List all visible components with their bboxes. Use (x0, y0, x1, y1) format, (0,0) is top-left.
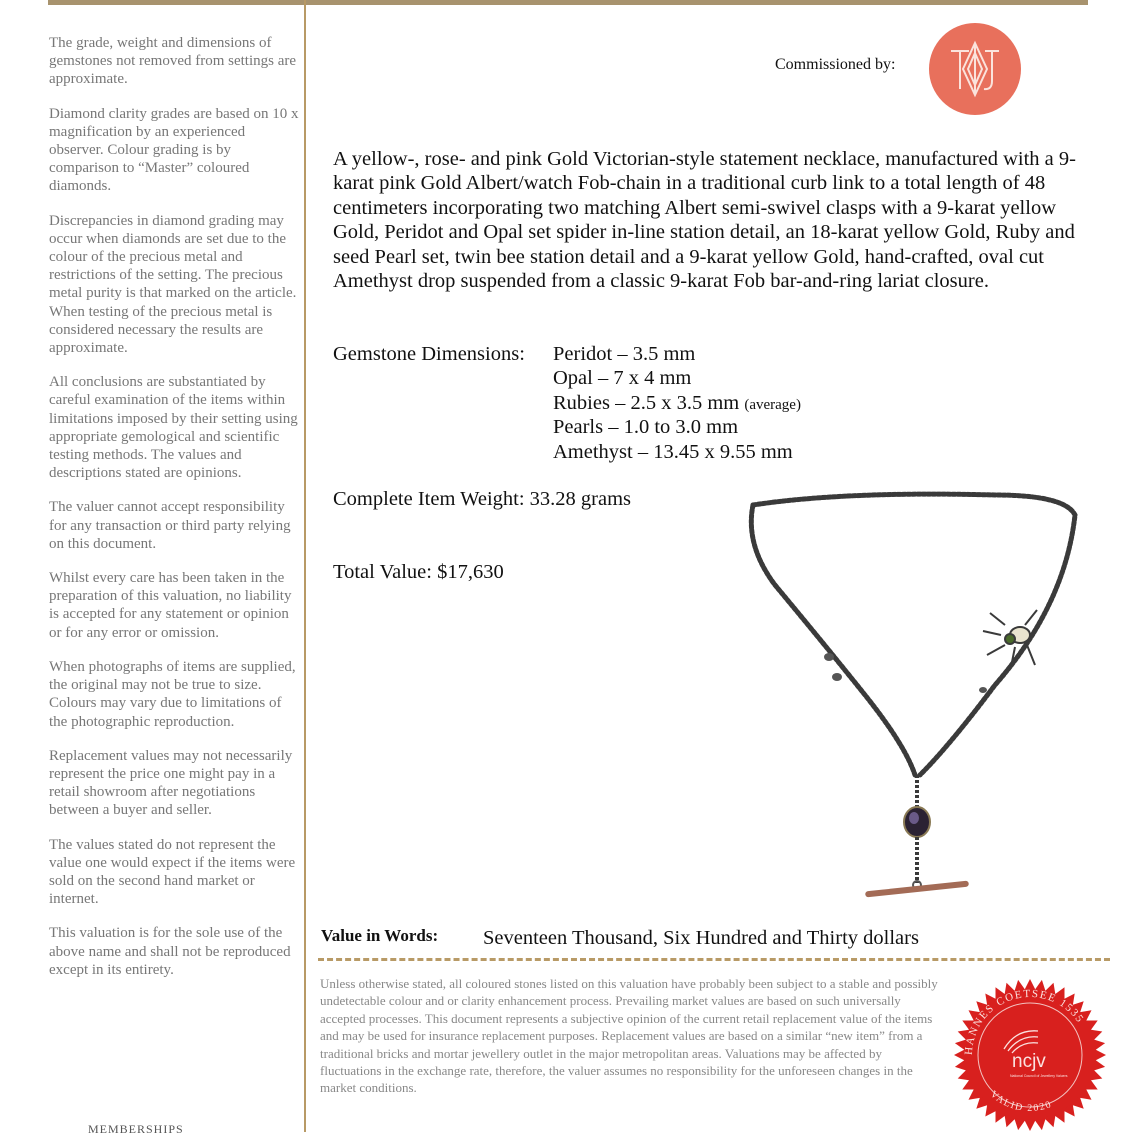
seal-top-text: HANNES COETSEE 1535 (962, 987, 1087, 1056)
terms-note: All conclusions are substantiated by careful examination of the items within limitations imposed by their setting using appropriate gemological and scientific testing methods. The values and descriptions stated are opinions. (49, 374, 298, 482)
gemstone-list (553, 342, 801, 464)
gemstone-text: Pearls – 1.0 to 3.0 mm (553, 416, 739, 439)
terms-note: Discrepancies in diamond grading may occur when diamonds are set due to the colour of the precious metal and restrictions of the setting. The precious metal purity is that marked on the article. When testing of the precious metal is considered necessary the results are approximate. (49, 212, 297, 357)
seal-bottom-text: VALID 2020 (987, 1088, 1054, 1115)
disclaimer-text: Unless otherwise stated, all coloured stones listed on this valuation have probably been subject to a stable and possibly undetectable colour and or clarity enhancement process. Prevailing market values are based on such universally accepted processes. This document represents a subjective opinion of the current retail replacement value of the items and may be used for insurance replacement purposes. Replacement values are based on a similar “new item” from a traditional bricks and mortar jewellery outlet in the major metropolitan areas. Valuations may be affected by fluctuations in the exchange rate, therefore, the valuer assumes no responsibility for the unforeseen changes in the market conditions. (320, 976, 938, 1096)
seal-small-text: National Council of Jewellery Valuers (1010, 1074, 1068, 1078)
value-in-words: Seventeen Thousand, Six Hundred and Thirty dollars (483, 927, 919, 949)
terms-note: Replacement values may not necessarily represent the price one might pay in a retail showroom after negotiations between a buyer and seller. (49, 747, 293, 819)
commissioned-by-label: Commissioned by: (775, 56, 896, 73)
gemstone-item (553, 366, 801, 390)
terms-note: This valuation is for the sole use of the above name and shall not be reproduced except in its entirety. (49, 925, 291, 978)
gemstone-item (553, 440, 801, 464)
gemstone-text: Amethyst – 13.45 x 9.55 mm (553, 440, 793, 463)
total-value: Total Value: $17,630 (333, 561, 504, 583)
valuer-seal-icon (950, 975, 1110, 1135)
top-rule (48, 0, 1088, 5)
terms-note: Whilst every care has been taken in the preparation of this valuation, no liability is accepted for any statement or opinion or for any error or omission. (49, 570, 292, 641)
tj-logo-icon (929, 23, 1021, 115)
value-in-words-label: Value in Words: (321, 926, 439, 945)
gemstone-label: Gemstone Dimensions: (333, 343, 525, 365)
necklace-photo (735, 485, 1095, 915)
terms-note: When photographs of items are supplied, the original may not be true to size. Colours may vary due to limitations of the photographic reproduction. (49, 658, 296, 730)
dashed-divider (318, 958, 1110, 961)
client-logo (929, 23, 1021, 115)
gemstone-item (553, 391, 801, 415)
item-description: A yellow-, rose- and pink Gold Victorian-style statement necklace, manufactured with a 9-karat pink Gold Albert/watch Fob-chain in a traditional curb link to a total length of 48 centimeters incorporating two matching Albert semi-swivel clasps with a 9-karat yellow Gold, Peridot and Opal set spider in-line station detail, an 18-karat yellow Gold, Ruby and seed Pearl set, twin bee station detail and a 9-karat yellow Gold, hand-crafted, oval cut Amethyst drop suspended from a classic 9-karat Fob bar-and-ring lariat closure. (333, 148, 1076, 293)
terms-note: Diamond clarity grades are based on 10 x magnification by an experienced observer. Colour grading is by comparison to “Master” coloured diamonds. (49, 105, 299, 195)
terms-note: The grade, weight and dimensions of gemstones not removed from settings are approximate. (49, 35, 297, 88)
column-divider (304, 0, 306, 1132)
gemstone-text: Rubies – 2.5 x 3.5 mm (553, 391, 740, 414)
terms-note: The values stated do not represent the value one would expect if the items were sold on the second hand market or internet. (49, 836, 296, 908)
gemstone-item (553, 415, 801, 439)
gemstone-item (553, 342, 801, 366)
gemstone-text: Peridot – 3.5 mm (553, 343, 696, 365)
gemstone-note: (average) (744, 396, 801, 413)
seal-logo-text: ncjv (1012, 1051, 1046, 1072)
memberships-heading: MEMBERSHIPS (88, 1122, 184, 1136)
terms-note: The valuer cannot accept responsibility for any transaction or third party relying on this document. (49, 499, 291, 552)
terms-column (49, 34, 301, 995)
gemstone-text: Opal – 7 x 4 mm (553, 367, 692, 390)
item-weight: Complete Item Weight: 33.28 grams (333, 488, 632, 510)
